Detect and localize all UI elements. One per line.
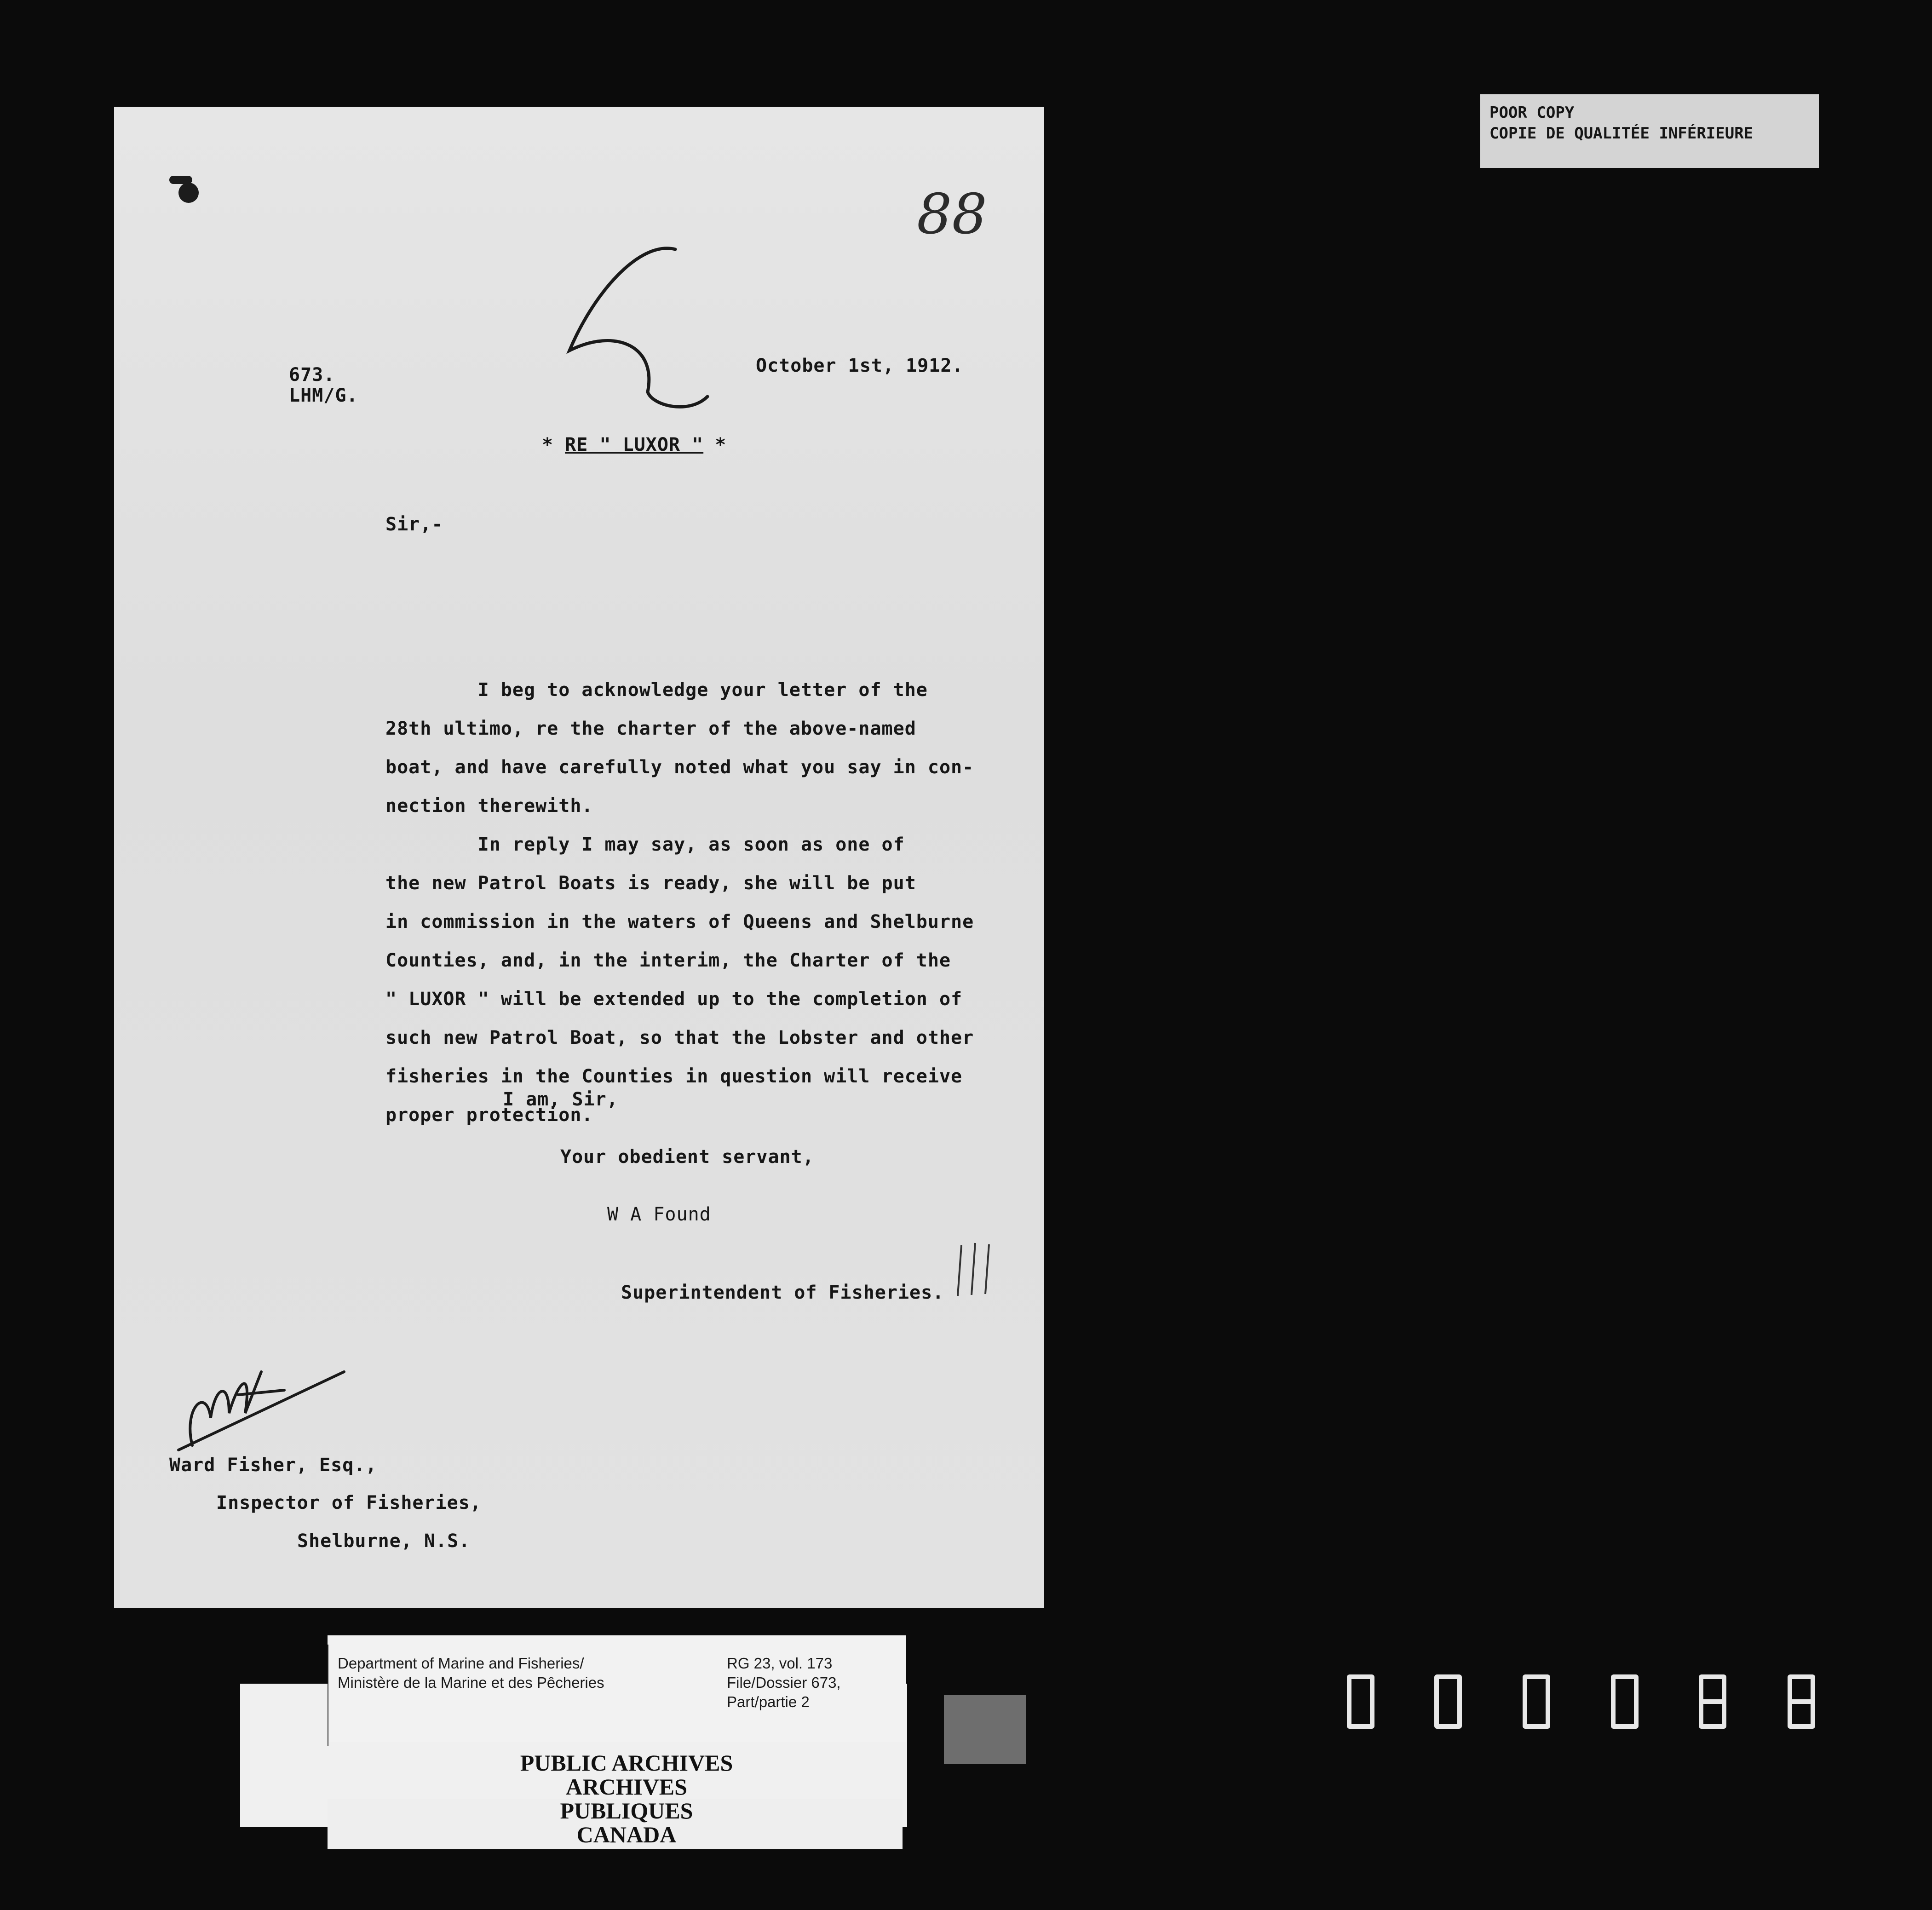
reference-text — [727, 1654, 841, 1712]
recipient-name: Ward Fisher, Esq., — [169, 1455, 377, 1476]
handwritten-page-number: 88 — [917, 183, 987, 247]
handwritten-initials — [165, 1340, 358, 1459]
body-line: Counties, and, in the interim, the Charter of the — [385, 950, 951, 971]
body-line: fisheries in the Counties in question will receive — [385, 1066, 963, 1087]
frame-digit — [1523, 1674, 1550, 1729]
archive-title — [498, 1751, 755, 1847]
subject-prefix: * — [542, 434, 565, 455]
reference-line-1: RG 23, vol. 173 — [727, 1655, 833, 1672]
frame-digit — [1788, 1674, 1815, 1729]
body-line: 28th ultimo, re the charter of the above-named — [385, 718, 916, 739]
reference-line-2: File/Dossier 673, — [727, 1674, 841, 1691]
closing-servant: Your obedient servant, — [560, 1146, 814, 1168]
body-line: such new Patrol Boat, so that the Lobster and other — [385, 1027, 974, 1048]
body-line: boat, and have carefully noted what you say in con- — [385, 757, 974, 778]
archive-title-line-3: CANADA — [576, 1822, 677, 1847]
reference-line-3: Part/partie 2 — [727, 1693, 810, 1710]
label-tab — [944, 1695, 1026, 1764]
signature: W A Found — [607, 1204, 711, 1225]
recipient-title: Inspector of Fisheries, — [216, 1492, 482, 1513]
archive-title-line-1: PUBLIC ARCHIVES — [520, 1750, 733, 1776]
signatory-title: Superintendent of Fisheries. — [621, 1282, 944, 1303]
file-initials: LHM/G. — [289, 385, 358, 406]
subject-text: RE " LUXOR " — [565, 434, 704, 455]
frame-digit — [1434, 1674, 1462, 1729]
file-number: 673. — [289, 364, 335, 385]
archive-title-line-2: ARCHIVES PUBLIQUES — [560, 1774, 693, 1824]
body-line: the new Patrol Boats is ready, she will be put — [385, 873, 916, 894]
stamp-line-1: POOR COPY — [1489, 104, 1575, 122]
recipient-place: Shelburne, N.S. — [297, 1530, 471, 1552]
department-line-2: Ministère de la Marine et des Pêcheries — [338, 1674, 604, 1691]
frame-digit — [1611, 1674, 1639, 1729]
letter-page — [114, 107, 1044, 1608]
frame-counter — [1347, 1674, 1834, 1730]
body-line: I beg to acknowledge your letter of the — [385, 679, 928, 701]
body-line: nection therewith. — [385, 795, 593, 817]
subject-suffix: * — [703, 434, 727, 455]
handwritten-tick-marks — [952, 1241, 998, 1300]
subject-line — [542, 434, 726, 455]
salutation: Sir,- — [385, 514, 443, 535]
letter-body — [385, 679, 1103, 1143]
stamp-line-2: COPIE DE QUALITÉE INFÉRIEURE — [1489, 124, 1754, 143]
body-line: " LUXOR " will be extended up to the completion of — [385, 989, 963, 1010]
poor-copy-stamp — [1480, 94, 1819, 168]
letter-date: October 1st, 1912. — [756, 355, 964, 376]
archive-reference-label — [328, 1635, 906, 1742]
department-line-1: Department of Marine and Fisheries/ — [338, 1655, 584, 1672]
ink-smear — [169, 176, 192, 184]
body-line: in commission in the waters of Queens and Shelburne — [385, 911, 974, 932]
body-line: In reply I may say, as soon as one of — [385, 834, 905, 855]
closing: I am, Sir, — [503, 1089, 618, 1110]
frame-digit — [1699, 1674, 1726, 1729]
handwritten-flourish-mark — [537, 240, 730, 433]
ink-spot — [178, 183, 199, 203]
department-text — [338, 1654, 604, 1692]
frame-digit — [1347, 1674, 1374, 1729]
body-line: proper protection. — [385, 1105, 593, 1126]
